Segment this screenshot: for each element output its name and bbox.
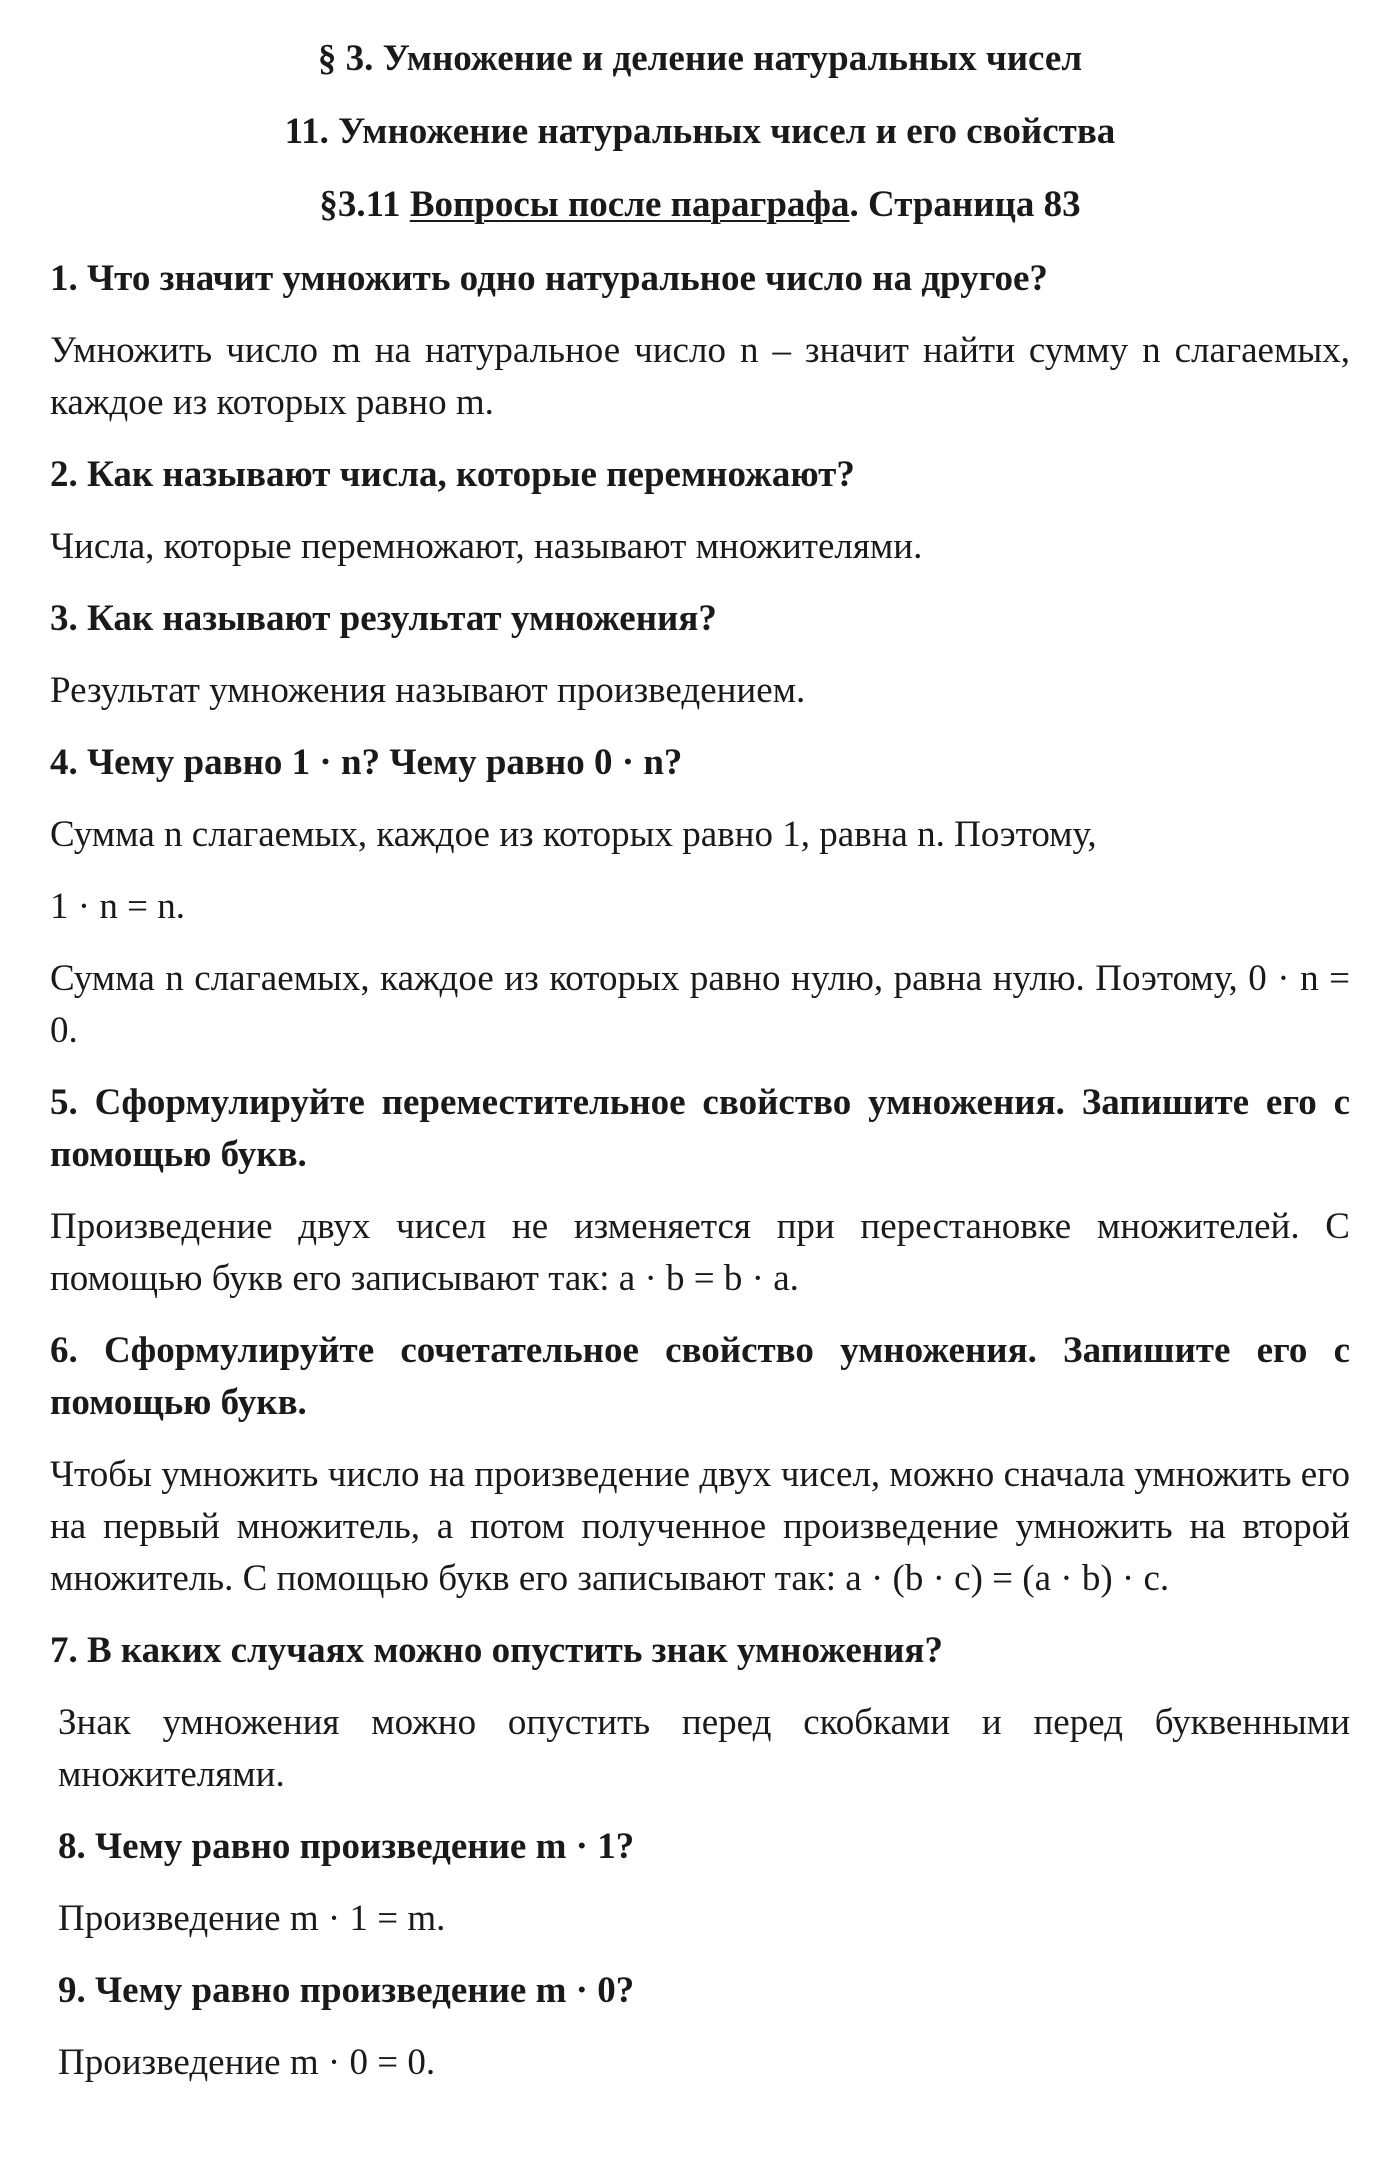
question-8: 8. Чему равно произведение m · 1? [58,1826,635,1867]
answer-1: Умножить число m на натуральное число n – значит найти сумму n слагаемых, каждое из которых равно m. [50,330,1350,423]
answer-4-part-3: Сумма n слагаемых, каждое из которых равно нулю, равна нулю. Поэтому, 0 · n = 0. [50,958,1350,1051]
question-2: 2. Как называют числа, которые перемножают? [50,454,855,495]
answer-4-part-2: 1 · n = n. [50,886,185,927]
question-4: 4. Чему равно 1 · n? Чему равно 0 · n? [50,742,683,783]
chapter-title: § 3. Умножение и деление натуральных чисел [317,38,1083,79]
answer-3: Результат умножения называют произведением. [50,670,806,711]
question-5: 5. Сформулируйте переместительное свойство умножения. Запишите его с помощью букв. [50,1082,1350,1175]
answer-7: Знак умножения можно опустить перед скобками и перед буквенными множителями. [58,1702,1350,1795]
subsection-prefix: §3.11 [319,184,410,225]
section-title: 11. Умножение натуральных чисел и его свойства [284,111,1116,152]
answer-9: Произведение m · 0 = 0. [58,2042,436,2083]
answer-4-part-1: Сумма n слагаемых, каждое из которых равно 1, равна n. Поэтому, [50,814,1097,855]
question-7: 7. В каких случаях можно опустить знак умножения? [50,1630,943,1671]
question-3: 3. Как называют результат умножения? [50,598,717,639]
answer-2: Числа, которые перемножают, называют множителями. [50,526,923,567]
question-1: 1. Что значит умножить одно натуральное число на другое? [50,258,1048,299]
answer-6: Чтобы умножить число на произведение двух чисел, можно сначала умножить его на первый множитель, а потом полученное произведение умножить на второй множитель. С помощью букв его записывают так: a · (b · c) = (a · b) · c. [50,1454,1350,1599]
subsection-title [50,180,1350,230]
answer-5: Произведение двух чисел не изменяется при перестановке множителей. С помощью букв его записывают так: a · b = b · a. [50,1206,1350,1299]
question-9: 9. Чему равно произведение m · 0? [58,1970,635,2011]
question-6: 6. Сформулируйте сочетательное свойство умножения. Запишите его с помощью букв. [50,1330,1350,1423]
answer-8: Произведение m · 1 = m. [58,1898,446,1939]
questions-link[interactable]: Вопросы после параграфа [409,184,850,225]
subsection-suffix: . Страница 83 [849,184,1081,225]
